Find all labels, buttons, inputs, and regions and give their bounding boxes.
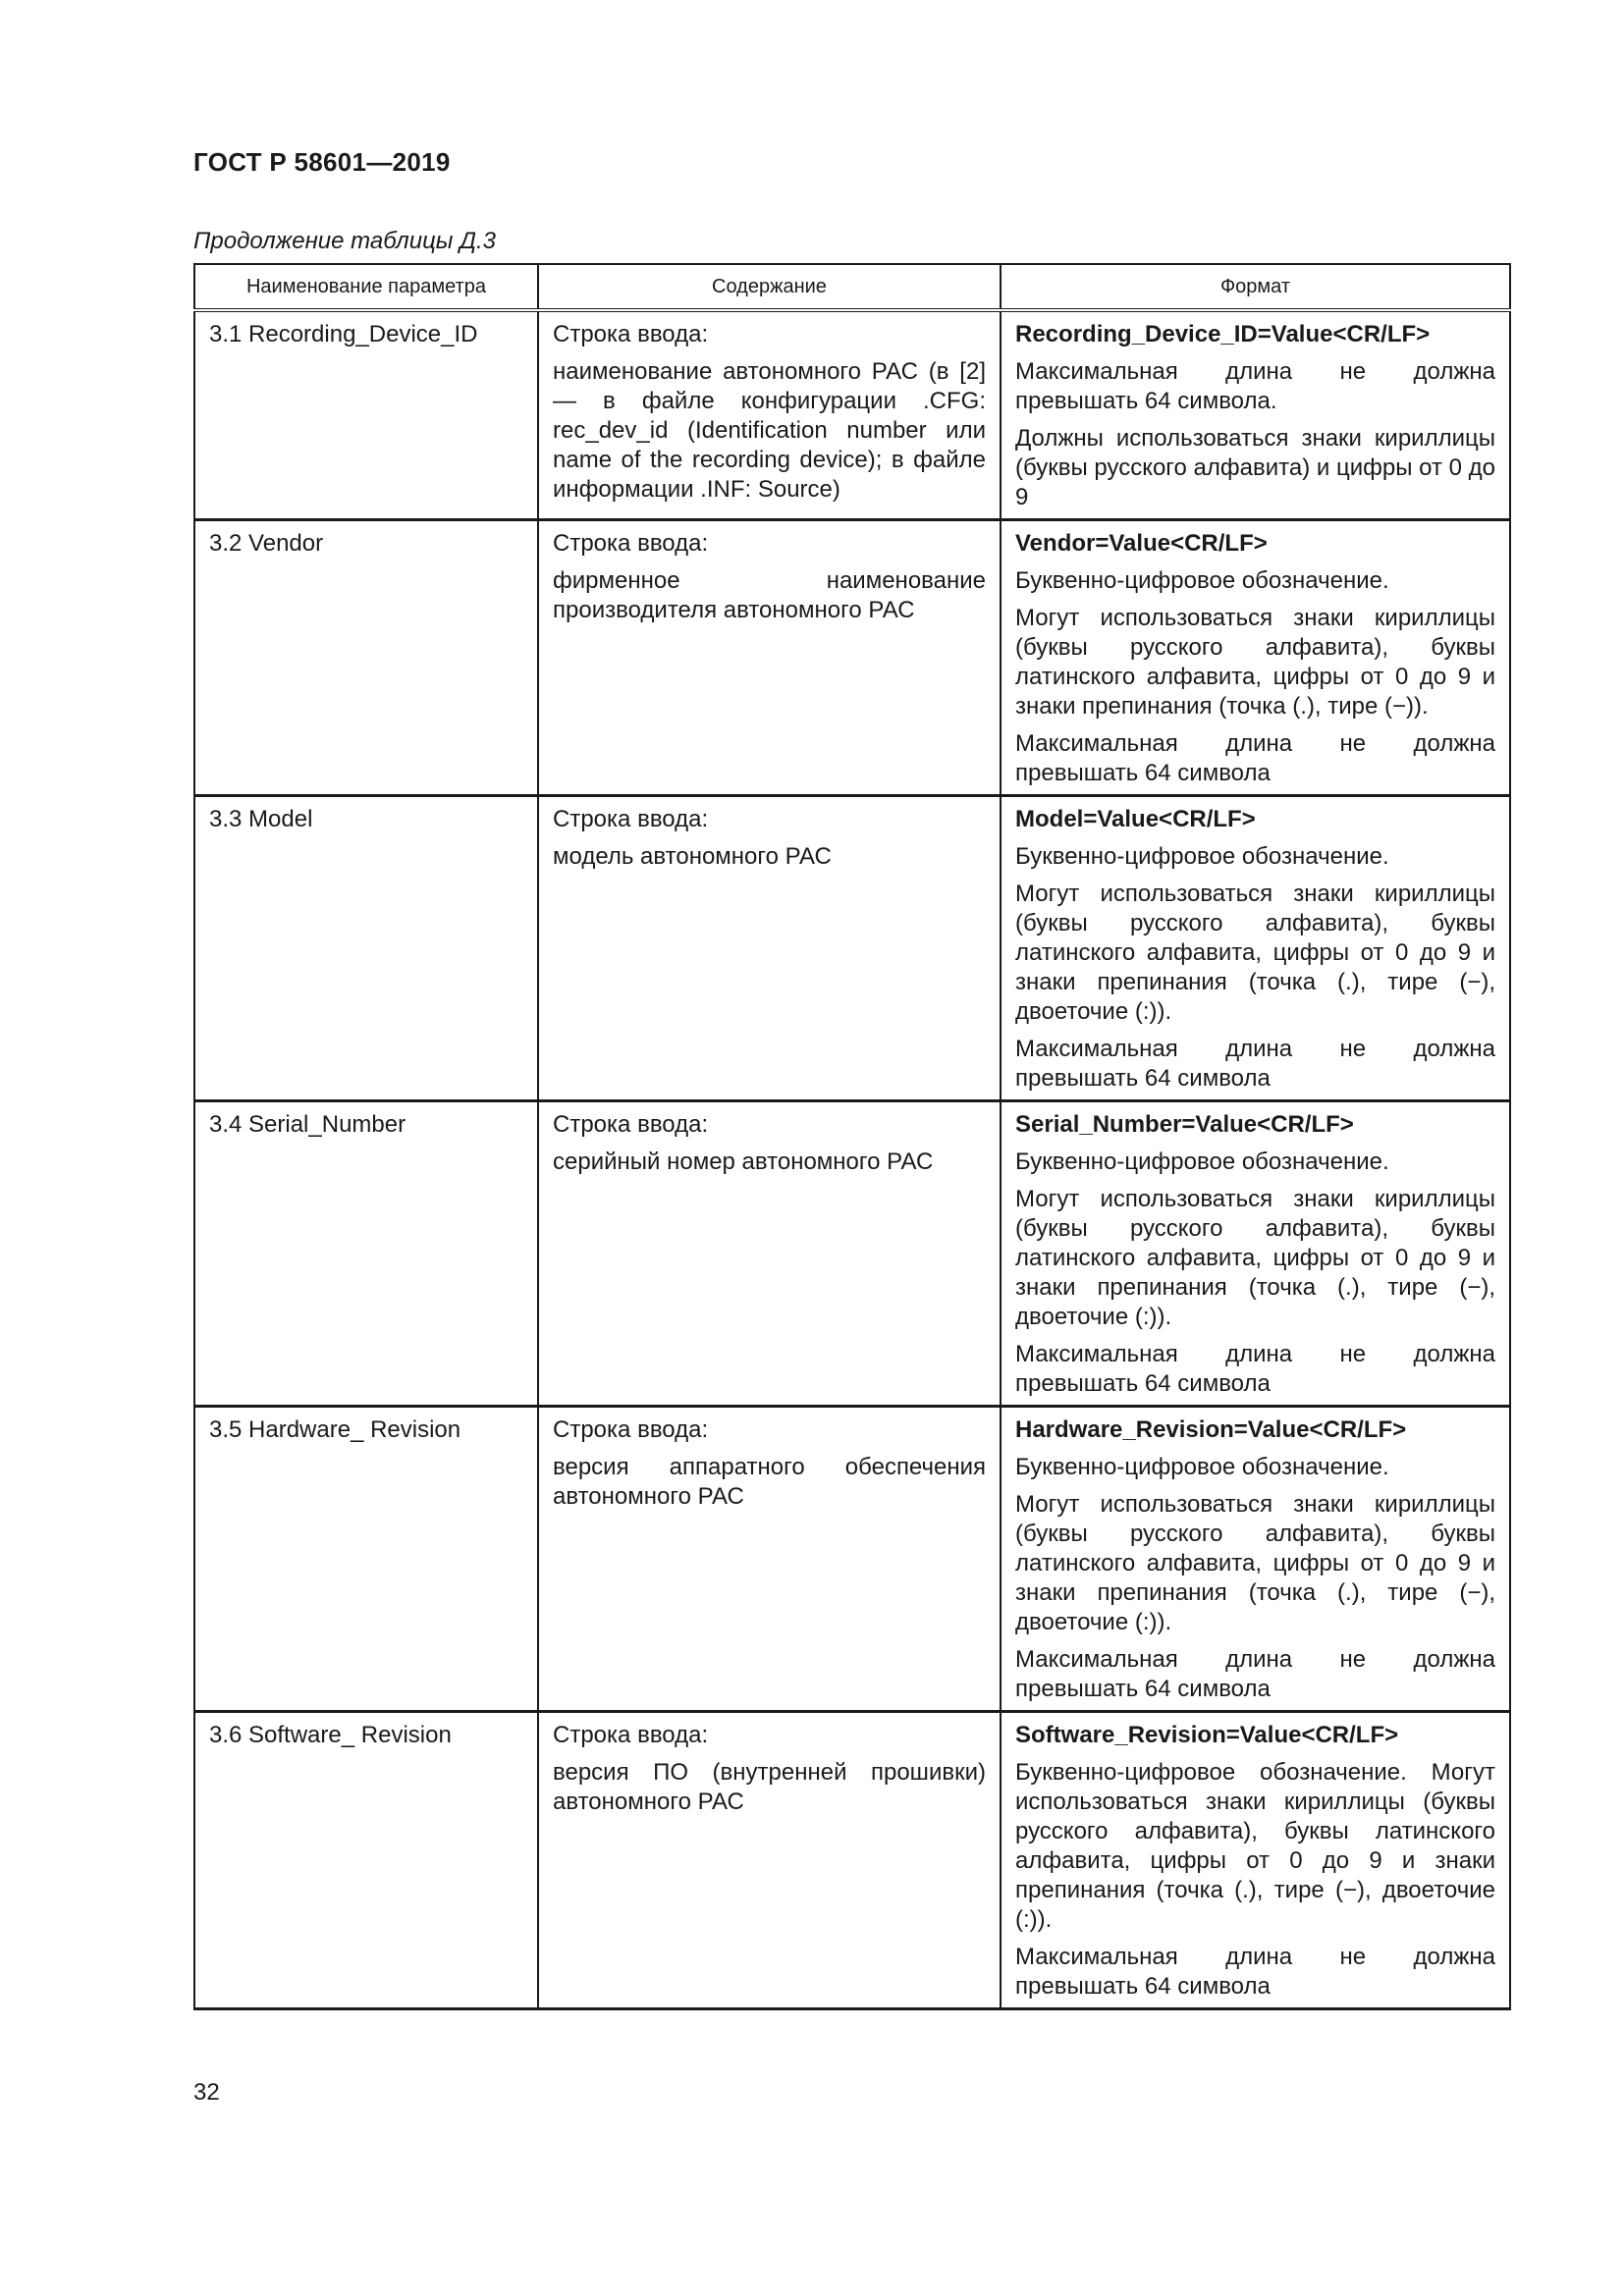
format-note: Буквенно-цифровое обозначение. [1015,567,1389,594]
parameter-table [193,263,1511,2010]
format-syntax: Serial_Number=Value<CR/LF> [1015,1111,1354,1138]
format-syntax: Hardware_Revision=Value<CR/LF> [1015,1416,1407,1443]
parameter-name-cell [194,796,538,1101]
column-header-content: Содержание [538,264,1001,310]
document-standard-title: ГОСТ Р 58601—2019 [193,147,451,177]
table-row [194,1407,1510,1712]
table-row [194,520,1510,796]
column-header-parameter: Наименование параметра [194,264,538,310]
content-line: Строка ввода: [553,530,709,557]
parameter-name: 3.6 Software_ Revision [209,1722,452,1748]
table-row [194,1712,1510,2009]
content-line: Строка ввода: [553,1722,709,1748]
format-note: Максимальная длина не должна превышать 64 символа [1015,1944,1495,2000]
content-cell [538,796,1001,1101]
format-note: Максимальная длина не должна превышать 64 символа. [1015,358,1495,414]
parameter-name: 3.4 Serial_Number [209,1111,406,1138]
format-note: Могут использоваться знаки кириллицы (буквы русского алфавита), буквы латинского алфавита, цифры от 0 до 9 и знаки препинания (точка (.), тире (−), двоеточие (:)). [1015,1491,1495,1635]
parameter-name-cell [194,1407,538,1712]
content-cell [538,310,1001,520]
format-cell [1001,1101,1510,1407]
content-description: фирменное наименование производителя автономного РАС [553,567,986,623]
column-header-format: Формат [1001,264,1510,310]
format-cell [1001,1407,1510,1712]
content-line: Строка ввода: [553,1111,709,1138]
format-cell [1001,796,1510,1101]
content-cell [538,1407,1001,1712]
table-caption: Продолжение таблицы Д.3 [193,228,497,254]
parameter-name: 3.5 Hardware_ Revision [209,1416,461,1443]
content-line: Строка ввода: [553,806,709,832]
content-line: Строка ввода: [553,1416,709,1443]
page-number: 32 [193,2079,220,2106]
parameter-name: 3.3 Model [209,806,313,832]
format-syntax: Model=Value<CR/LF> [1015,806,1256,832]
parameter-name-cell [194,1712,538,2009]
format-note: Буквенно-цифровое обозначение. [1015,1148,1389,1175]
format-note: Могут использоваться знаки кириллицы (буквы русского алфавита), буквы латинского алфавита, цифры от 0 до 9 и знаки препинания (точка (.), тире (−), двоеточие (:)). [1015,881,1495,1025]
parameter-name-cell [194,1101,538,1407]
format-note: Буквенно-цифровое обозначение. Могут использоваться знаки кириллицы (буквы русского алфавита), буквы латинского алфавита, цифры от 0 до 9 и знаки препинания (точка (.), тире (−), двоеточие (:)). [1015,1759,1495,1933]
parameter-name-cell [194,520,538,796]
format-cell [1001,310,1510,520]
table-row [194,310,1510,520]
format-syntax: Software_Revision=Value<CR/LF> [1015,1722,1399,1748]
format-note: Максимальная длина не должна превышать 64 символа [1015,1036,1495,1092]
table-row [194,1101,1510,1407]
content-line: Строка ввода: [553,321,709,347]
format-note: Максимальная длина не должна превышать 64 символа [1015,1646,1495,1702]
format-note: Максимальная длина не должна превышать 64 символа [1015,730,1495,786]
content-cell [538,1712,1001,2009]
table-header-row [194,264,1510,310]
content-description: наименование автономного РАС (в [2] — в файле конфигурации .CFG: rec_dev_id (Identification number или name of the recording device); в файле информации .INF: Source) [553,358,986,503]
format-note: Могут использоваться знаки кириллицы (буквы русского алфавита), буквы латинского алфавита, цифры от 0 до 9 и знаки препинания (точка (.), тире (−)). [1015,605,1495,720]
parameter-name-cell [194,310,538,520]
format-note: Буквенно-цифровое обозначение. [1015,843,1389,870]
parameter-name: 3.1 Recording_Device_ID [209,321,478,347]
format-note: Максимальная длина не должна превышать 64 символа [1015,1341,1495,1397]
format-note: Могут использоваться знаки кириллицы (буквы русского алфавита), буквы латинского алфавита, цифры от 0 до 9 и знаки препинания (точка (.), тире (−), двоеточие (:)). [1015,1186,1495,1330]
content-description: серийный номер автономного РАС [553,1148,934,1175]
content-cell [538,520,1001,796]
format-syntax: Recording_Device_ID=Value<CR/LF> [1015,321,1431,347]
format-cell [1001,520,1510,796]
format-note: Буквенно-цифровое обозначение. [1015,1454,1389,1480]
format-cell [1001,1712,1510,2009]
content-description: модель автономного РАС [553,843,832,870]
parameter-name: 3.2 Vendor [209,530,324,557]
content-description: версия ПО (внутренней прошивки) автономного РАС [553,1759,986,1815]
table-row [194,796,1510,1101]
format-note: Должны использоваться знаки кириллицы (буквы русского алфавита) и цифры от 0 до 9 [1015,425,1495,510]
content-cell [538,1101,1001,1407]
format-syntax: Vendor=Value<CR/LF> [1015,530,1268,557]
content-description: версия аппаратного обеспечения автономного РАС [553,1454,986,1510]
